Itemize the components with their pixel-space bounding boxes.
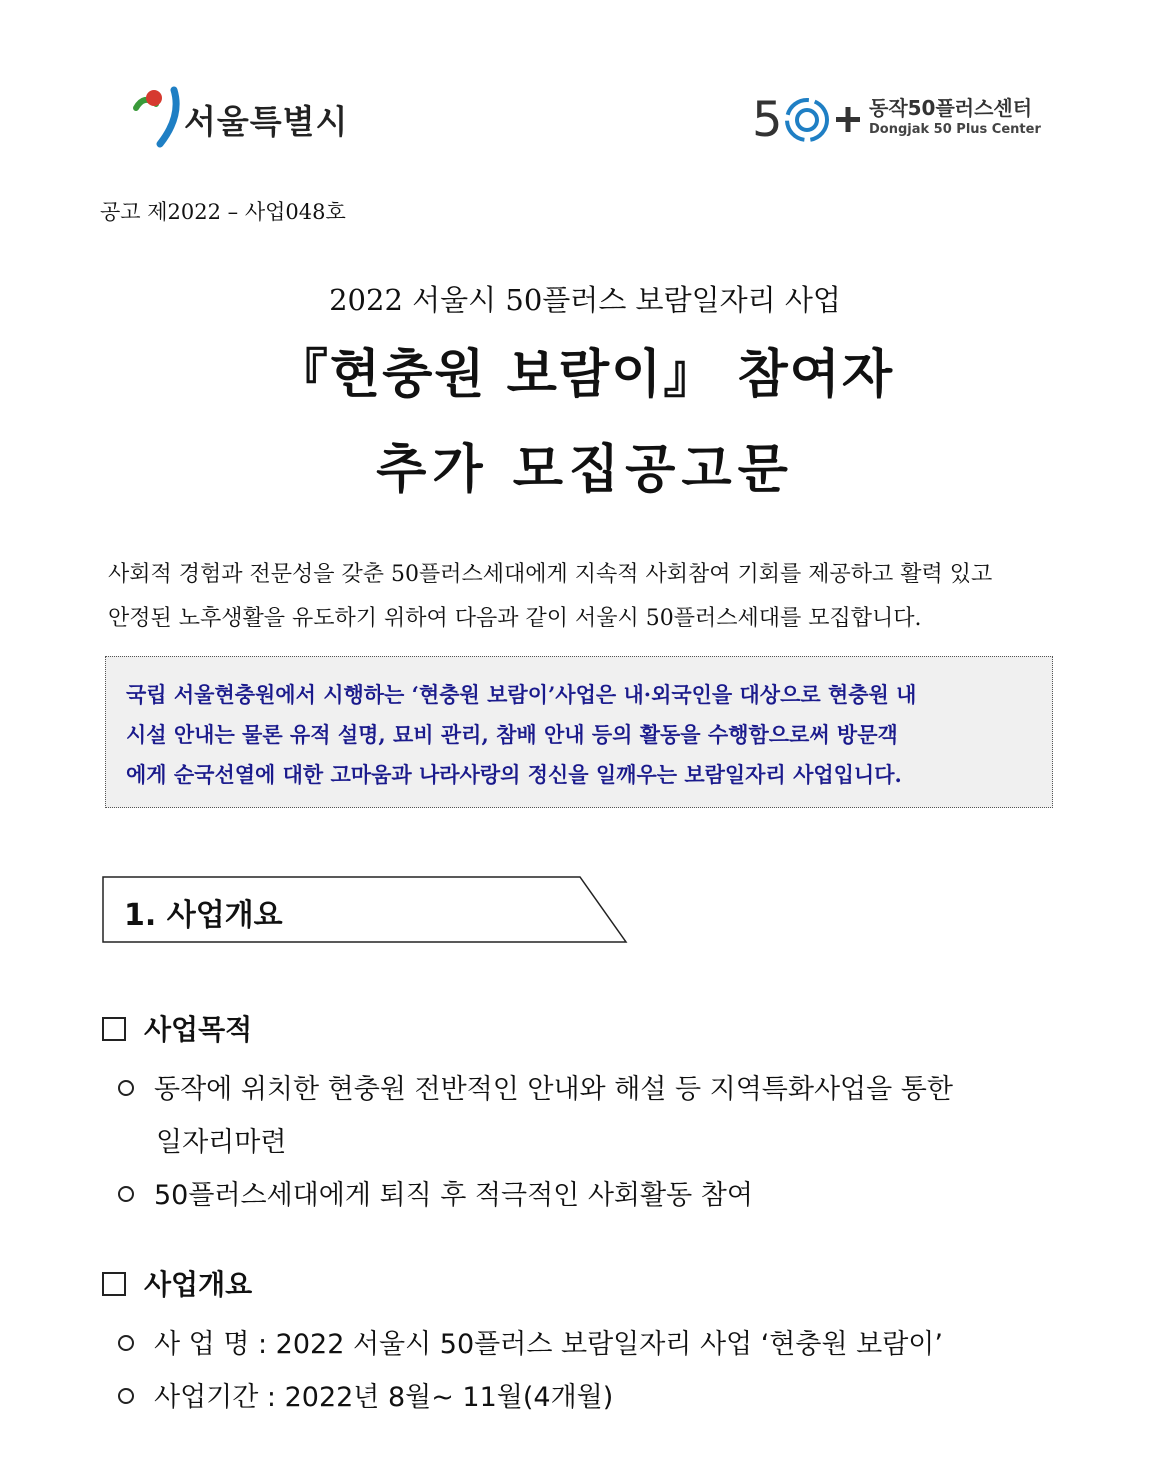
highlight-box [105,656,1053,808]
center-name-ko: 동작50플러스센터 [869,96,1033,120]
50plus-logo-icon [752,88,864,150]
overview-item-2-text: 사업기간 : 2022년 8월~ 11월(4개월) [154,1382,614,1413]
overview-item-2 [118,1375,613,1414]
purpose-item-2-text: 50플러스세대에게 퇴직 후 적극적인 사회활동 참여 [154,1180,753,1211]
circle-bullet-icon [118,1388,134,1404]
seoul-logo [130,86,370,148]
intro-line-1: 사회적 경험과 전문성을 갖춘 50플러스세대에게 지속적 사회참여 기회를 제공하고 활력 있고 [108,562,993,587]
circle-bullet-icon [118,1335,134,1351]
overview-heading [102,1263,252,1303]
purpose-heading [102,1008,252,1048]
svg-text:5: 5 [752,92,783,148]
seoul-symbol-icon [130,86,186,148]
circle-bullet-icon [118,1080,134,1096]
notice-number: 공고 제2022 – 사업048호 [100,200,346,224]
page-title-line1: 『현충원 보람이』 참여자 [275,344,895,405]
overview-item-1-text: 사 업 명 : 2022 서울시 50플러스 보람일자리 사업 ‘현충원 보람이’ [154,1329,943,1360]
purpose-item-1-text: 동작에 위치한 현충원 전반적인 안내와 해설 등 지역특화사업을 통한 [154,1074,953,1105]
center-name-en: Dongjak 50 Plus Center [869,122,1041,137]
purpose-item-2 [118,1173,753,1212]
square-bullet-icon [102,1272,126,1296]
highlight-line-2: 시설 안내는 물론 유적 설명, 묘비 관리, 참배 안내 등의 활동을 수행함으로써 방문객 [126,722,898,747]
seoul-logo-text: 서울특별시 [184,102,349,141]
highlight-line-3: 에게 순국선열에 대한 고마움과 나라사랑의 정신을 일깨우는 보람일자리 사업입니다. [126,762,902,787]
overview-item-1 [118,1322,943,1361]
section-heading-label: 1. 사업개요 [124,898,283,933]
purpose-item-1 [118,1067,953,1106]
square-bullet-icon [102,1017,126,1041]
highlight-line-1: 국립 서울현충원에서 시행하는 ‘현충원 보람이’사업은 내·외국인을 대상으로 현충원 내 [126,682,917,707]
purpose-heading-label: 사업목적 [144,1013,253,1046]
intro-line-2: 안정된 노후생활을 유도하기 위하여 다음과 같이 서울시 50플러스세대를 모집합니다. [108,606,922,631]
dongjak-50plus-logo [752,88,1052,158]
page-title-line2: 추가 모집공고문 [376,439,794,500]
page-subtitle: 2022 서울시 50플러스 보람일자리 사업 [329,283,841,317]
overview-heading-label: 사업개요 [144,1268,253,1301]
circle-bullet-icon [118,1186,134,1202]
purpose-item-1-continued: 일자리마련 [156,1127,287,1158]
section-heading-1 [102,876,628,944]
